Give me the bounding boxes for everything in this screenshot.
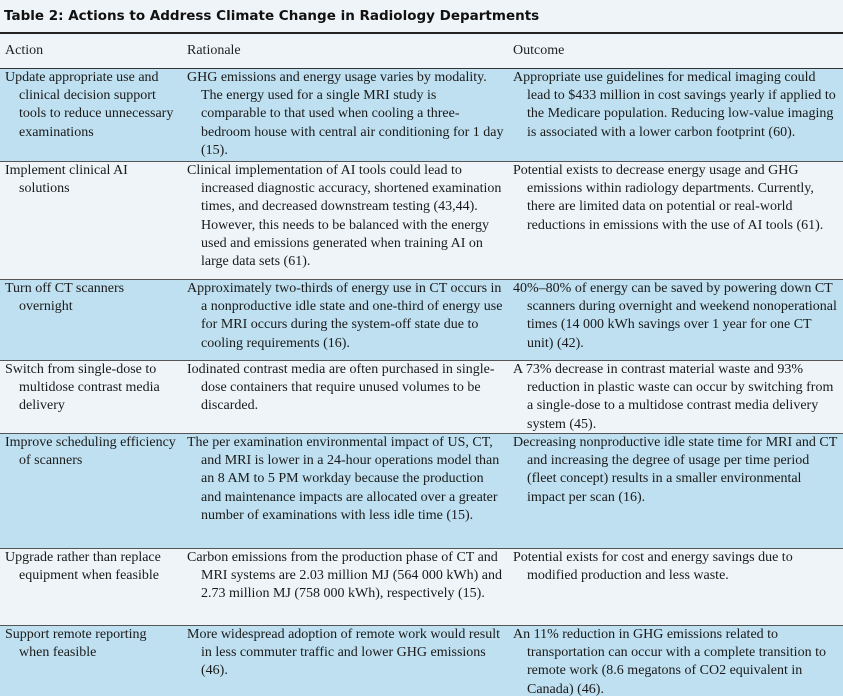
cell-rationale: Approximately two-thirds of energy use in CT occurs in a nonproductive idle state and one-third of energy use for MRI occurs during the system-off state due to cooling requirements (16).	[187, 281, 503, 351]
cell-rationale: Clinical implementation of AI tools could lead to increased diagnostic accuracy, shortened examination times, and decreased downstream testing (43,44). However, this needs to be balanced with the energy used and emissions generated when training AI on large data sets (61).	[187, 163, 502, 270]
table-row	[0, 434, 843, 549]
cell-outcome: 40%–80% of energy can be saved by powering down CT scanners during overnight and weekend nonoperational times (14 000 kWh savings over 1 year for one CT unit) (42).	[513, 281, 837, 351]
table-row	[0, 280, 843, 361]
table-row	[0, 361, 843, 434]
cell-rationale: GHG emissions and energy usage varies by modality. The energy used for a single MRI study is comparable to that used when cooling a three-bedroom house with central air conditioning for 1 day (15).	[187, 70, 504, 158]
table-row	[0, 162, 843, 280]
table-title: Table 2: Actions to Address Climate Change in Radiology Departments	[0, 0, 843, 34]
header-outcome: Outcome	[513, 43, 565, 58]
cell-action: Switch from single-dose to multidose contrast media delivery	[5, 362, 160, 414]
cell-action: Improve scheduling efficiency of scanners	[5, 435, 176, 469]
cell-outcome: Potential exists to decrease energy usage and GHG emissions within radiology departments. Currently, there are limited data on potential or real-world reductions in emissions with the use of AI tools (61).	[513, 163, 824, 233]
cell-outcome: An 11% reduction in GHG emissions related to transportation can occur with a complete transition to remote work (8.6 megatons of CO2 equivalent in Canada) (46).	[513, 627, 826, 696]
cell-outcome: Potential exists for cost and energy savings due to modified production and less waste.	[513, 550, 793, 584]
cell-rationale: The per examination environmental impact of US, CT, and MRI is lower in a 24-hour operations model than an 8 AM to 5 PM workday because the production and maintenance impacts are allocated over a greater number of examinations with less idle time (15).	[187, 435, 500, 523]
cell-action: Support remote reporting when feasible	[5, 627, 147, 661]
cell-action: Upgrade rather than replace equipment when feasible	[5, 550, 161, 584]
cell-rationale: Iodinated contrast media are often purchased in single-dose containers that require unused volumes to be discarded.	[187, 362, 495, 414]
cell-outcome: Appropriate use guidelines for medical imaging could lead to $433 million in cost savings yearly if applied to the Medicare population. Reducing low-value imaging is associated with a lower carbon footprint (60).	[513, 70, 836, 140]
cell-action: Turn off CT scanners overnight	[5, 281, 125, 315]
header-rationale: Rationale	[187, 43, 241, 58]
table-row	[0, 69, 843, 162]
header-action: Action	[5, 43, 44, 58]
cell-rationale: Carbon emissions from the production phase of CT and MRI systems are 2.03 million MJ (564 000 kWh) and 2.73 million MJ (758 000 kWh), respectively (15).	[187, 550, 502, 602]
table-row	[0, 549, 843, 626]
cell-rationale: More widespread adoption of remote work would result in less commuter traffic and lower GHG emissions (46).	[187, 627, 500, 679]
cell-action: Implement clinical AI solutions	[5, 163, 128, 197]
table-header-row	[0, 34, 843, 69]
cell-action: Update appropriate use and clinical decision support tools to reduce unnecessary examinations	[5, 70, 174, 140]
cell-outcome: A 73% decrease in contrast material waste and 93% reduction in plastic waste can occur by switching from a single-dose to a multidose contrast media delivery system (45).	[513, 362, 834, 432]
table-row	[0, 626, 843, 696]
cell-outcome: Decreasing nonproductive idle state time for MRI and CT and increasing the degree of usage per time period (fleet concept) results in a smaller environmental impact per scan (16).	[513, 435, 837, 505]
